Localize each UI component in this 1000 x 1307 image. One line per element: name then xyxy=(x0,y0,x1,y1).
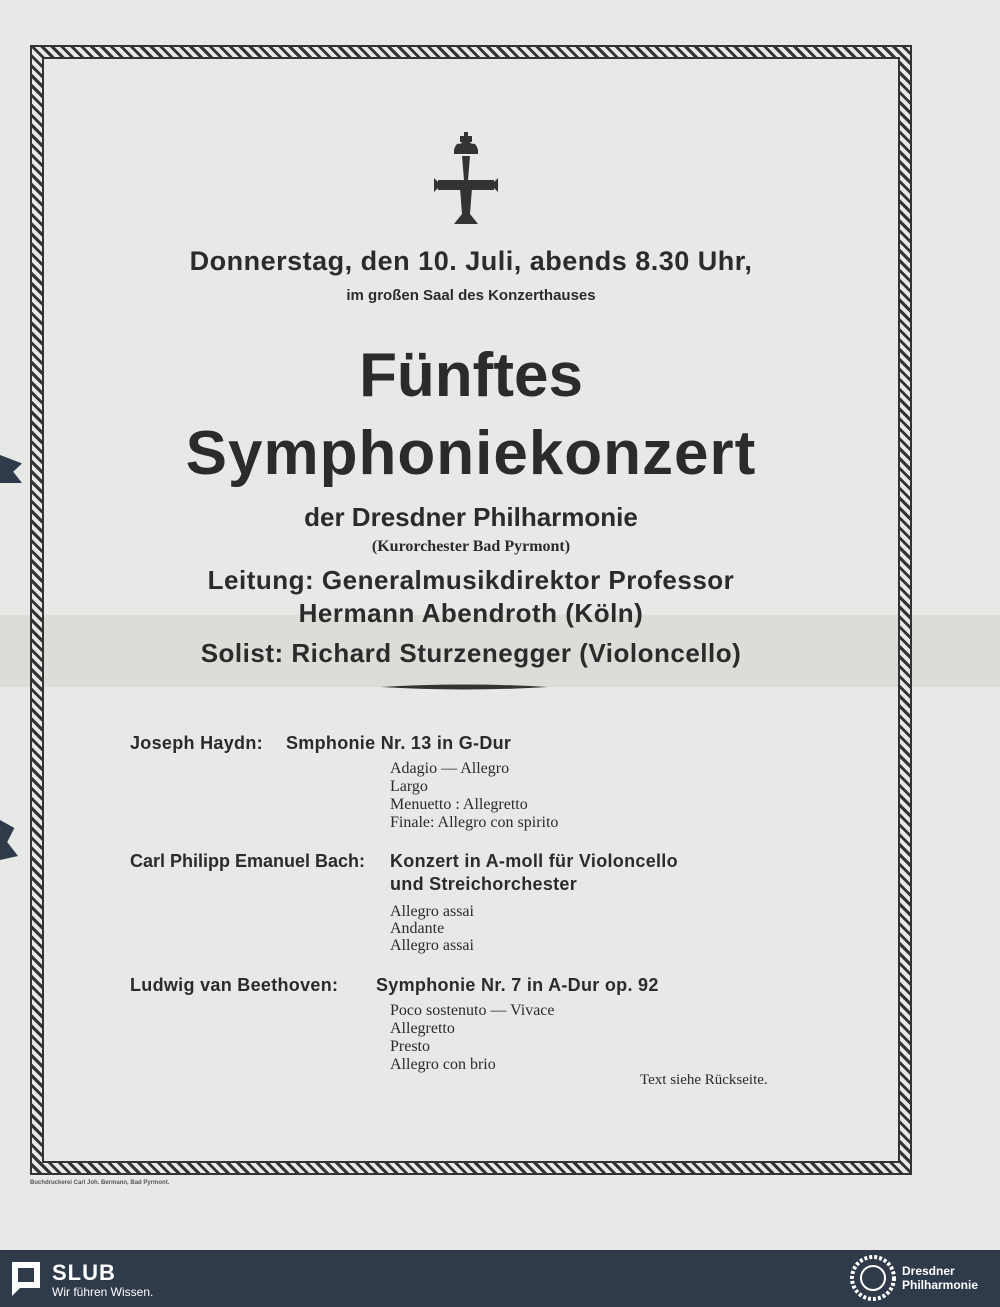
slub-name: SLUB xyxy=(52,1260,116,1285)
footer-bar xyxy=(0,1250,1000,1307)
title-line-1: Fünftes xyxy=(359,341,583,410)
venue-line: im großen Saal des Konzerthauses xyxy=(346,287,596,304)
work-2-movement: Andante xyxy=(390,920,445,937)
date-line: Donnerstag, den 10. Juli, abends 8.30 Uhr, xyxy=(189,246,753,276)
soloist-line: Solist: Richard Sturzenegger (Violoncello) xyxy=(200,638,742,668)
work-1-movement: Largo xyxy=(390,778,428,795)
work-3-composer: Ludwig van Beethoven: xyxy=(130,975,339,995)
crowned-cross-icon xyxy=(430,128,502,228)
work-1-movement: Adagio — Allegro xyxy=(390,760,510,777)
dresdner-philharmonie-logo-icon xyxy=(850,1255,896,1301)
partner-line-1: Dresdner xyxy=(902,1264,955,1278)
work-3-movement: Presto xyxy=(390,1038,430,1055)
paper-tear xyxy=(0,455,22,483)
work-1-movement: Finale: Allegro con spirito xyxy=(390,814,559,831)
conductor-line-2: Hermann Abendroth (Köln) xyxy=(298,598,644,628)
slub-logo-icon xyxy=(12,1262,40,1296)
work-3-movement: Poco sostenuto — Vivace xyxy=(390,1002,555,1019)
ornamental-divider xyxy=(380,684,548,690)
paper-tear xyxy=(0,820,18,860)
orchestra-name: der Dresdner Philharmonie xyxy=(304,502,638,532)
partner-name xyxy=(902,1264,978,1292)
partner-line-2: Philharmonie xyxy=(902,1278,979,1292)
work-3-movement: Allegro con brio xyxy=(390,1056,496,1073)
work-3-movement: Allegretto xyxy=(390,1020,455,1037)
back-note: Text siehe Rückseite. xyxy=(640,1072,768,1088)
work-1-movement: Menuetto : Allegretto xyxy=(390,796,528,813)
orchestra-note: (Kurorchester Bad Pyrmont) xyxy=(371,538,571,555)
conductor-line-1: Leitung: Generalmusikdirektor Professor xyxy=(207,565,735,595)
work-2-composer: Carl Philipp Emanuel Bach: xyxy=(130,851,366,871)
work-3-title: Symphonie Nr. 7 in A-Dur op. 92 xyxy=(376,975,659,995)
printer-imprint: Buchdruckerei Carl Joh. Bermann, Bad Pyrmont. xyxy=(30,1180,170,1186)
title-line-2: Symphoniekonzert xyxy=(185,419,757,488)
work-2-movement: Allegro assai xyxy=(390,903,474,920)
work-1-composer: Joseph Haydn: xyxy=(130,733,263,753)
work-2-title: Konzert in A-moll für Violoncello xyxy=(390,851,678,871)
work-2-movement: Allegro assai xyxy=(390,937,474,954)
work-2-title-cont: und Streichorchester xyxy=(390,874,578,894)
work-1-title: Smphonie Nr. 13 in G-Dur xyxy=(286,733,512,753)
slub-tagline: Wir führen Wissen. xyxy=(52,1285,154,1299)
